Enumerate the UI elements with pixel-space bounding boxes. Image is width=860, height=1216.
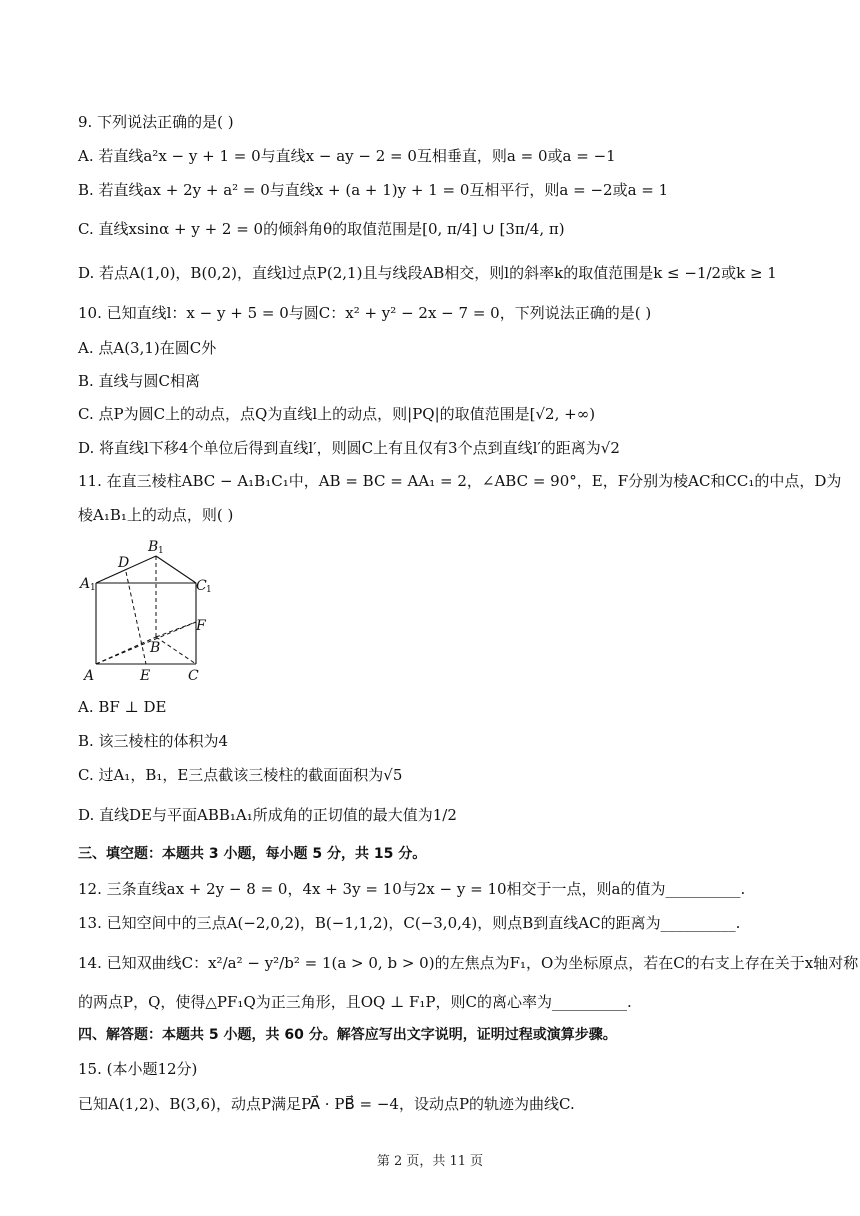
label-a: A [84, 668, 95, 684]
q15-title: 15. (本小题12分) [78, 1060, 198, 1078]
label-a1: A [80, 576, 91, 592]
q9-option-d: D. 若点A(1,0)，B(0,2)，直线l过点P(2,1)且与线段AB相交，则l的斜率k的取值范围是k ≤ −1/2或k ≥ 1 [78, 264, 777, 282]
q10-option-a: A. 点A(3,1)在圆C外 [78, 339, 217, 357]
q11-option-b: B. 该三棱柱的体积为4 [78, 732, 229, 750]
q10-stem: 10. 已知直线l：x − y + 5 = 0与圆C：x² + y² − 2x − 7 = 0，下列说法正确的是( ) [78, 304, 652, 322]
section-3-heading: 三、填空题：本题共 3 小题，每小题 5 分，共 15 分。 [78, 846, 427, 862]
label-b: B [150, 640, 161, 656]
q13: 13. 已知空间中的三点A(−2,0,2)，B(−1,1,2)，C(−3,0,4)，则点B到直线AC的距离为__________. [78, 914, 741, 932]
label-f: F [196, 618, 206, 634]
label-c: C [188, 668, 199, 684]
prism-figure [78, 536, 228, 686]
q9-option-a: A. 若直线a²x − y + 1 = 0与直线x − ay − 2 = 0互相垂直，则a = 0或a = −1 [78, 147, 616, 165]
q11-stem-line1: 11. 在直三棱柱ABC − A₁B₁C₁中，AB = BC = AA₁ = 2，∠ABC = 90°，E，F分别为棱AC和CC₁的中点，D为 [78, 472, 842, 490]
q11-stem-line2: 棱A₁B₁上的动点，则( ) [78, 506, 234, 524]
label-e: E [140, 668, 151, 684]
label-b1: B [148, 539, 159, 555]
section-4-heading: 四、解答题：本题共 5 小题，共 60 分。解答应写出文字说明，证明过程或演算步骤。 [78, 1027, 617, 1043]
q10-option-c: C. 点P为圆C上的动点，点Q为直线l上的动点，则|PQ|的取值范围是[√2, +∞) [78, 405, 596, 423]
q9-option-b: B. 若直线ax + 2y + a² = 0与直线x + (a + 1)y + 1 = 0互相平行，则a = −2或a = 1 [78, 181, 669, 199]
label-c1: C [196, 578, 207, 594]
q12: 12. 三条直线ax + 2y − 8 = 0，4x + 3y = 10与2x − y = 10相交于一点，则a的值为__________. [78, 880, 746, 898]
label-c1-sub: 1 [206, 585, 212, 595]
page-footer: 第 2 页，共 11 页 [376, 1154, 484, 1169]
q11-option-c: C. 过A₁，B₁，E三点截该三棱柱的截面面积为√5 [78, 766, 403, 784]
q11-option-d: D. 直线DE与平面ABB₁A₁所成角的正切值的最大值为1/2 [78, 806, 457, 824]
q15-text: 已知A(1,2)、B(3,6)，动点P满足PA⃗ · PB⃗ = −4，设动点P的轨迹为曲线C. [78, 1095, 575, 1113]
q11-option-a: A. BF ⊥ DE [78, 698, 167, 716]
q10-option-d: D. 将直线l下移4个单位后得到直线l′，则圆C上有且仅有3个点到直线l′的距离为√2 [78, 439, 620, 457]
q10-option-b: B. 直线与圆C相离 [78, 372, 201, 390]
q9-stem: 9. 下列说法正确的是( ) [78, 113, 234, 131]
q9-option-c: C. 直线xsinα + y + 2 = 0的倾斜角θ的取值范围是[0, π/4] ∪ [3π/4, π) [78, 220, 565, 238]
label-a1-sub: 1 [90, 583, 96, 593]
label-d: D [118, 555, 130, 571]
label-b1-sub: 1 [158, 546, 164, 556]
q14-line2: 的两点P，Q，使得△PF₁Q为正三角形，且OQ ⊥ F₁P，则C的离心率为__________. [78, 993, 632, 1011]
q14-line1: 14. 已知双曲线C：x²/a² − y²/b² = 1(a > 0, b > 0)的左焦点为F₁，O为坐标原点，若在C的右支上存在关于x轴对称 [78, 954, 859, 972]
